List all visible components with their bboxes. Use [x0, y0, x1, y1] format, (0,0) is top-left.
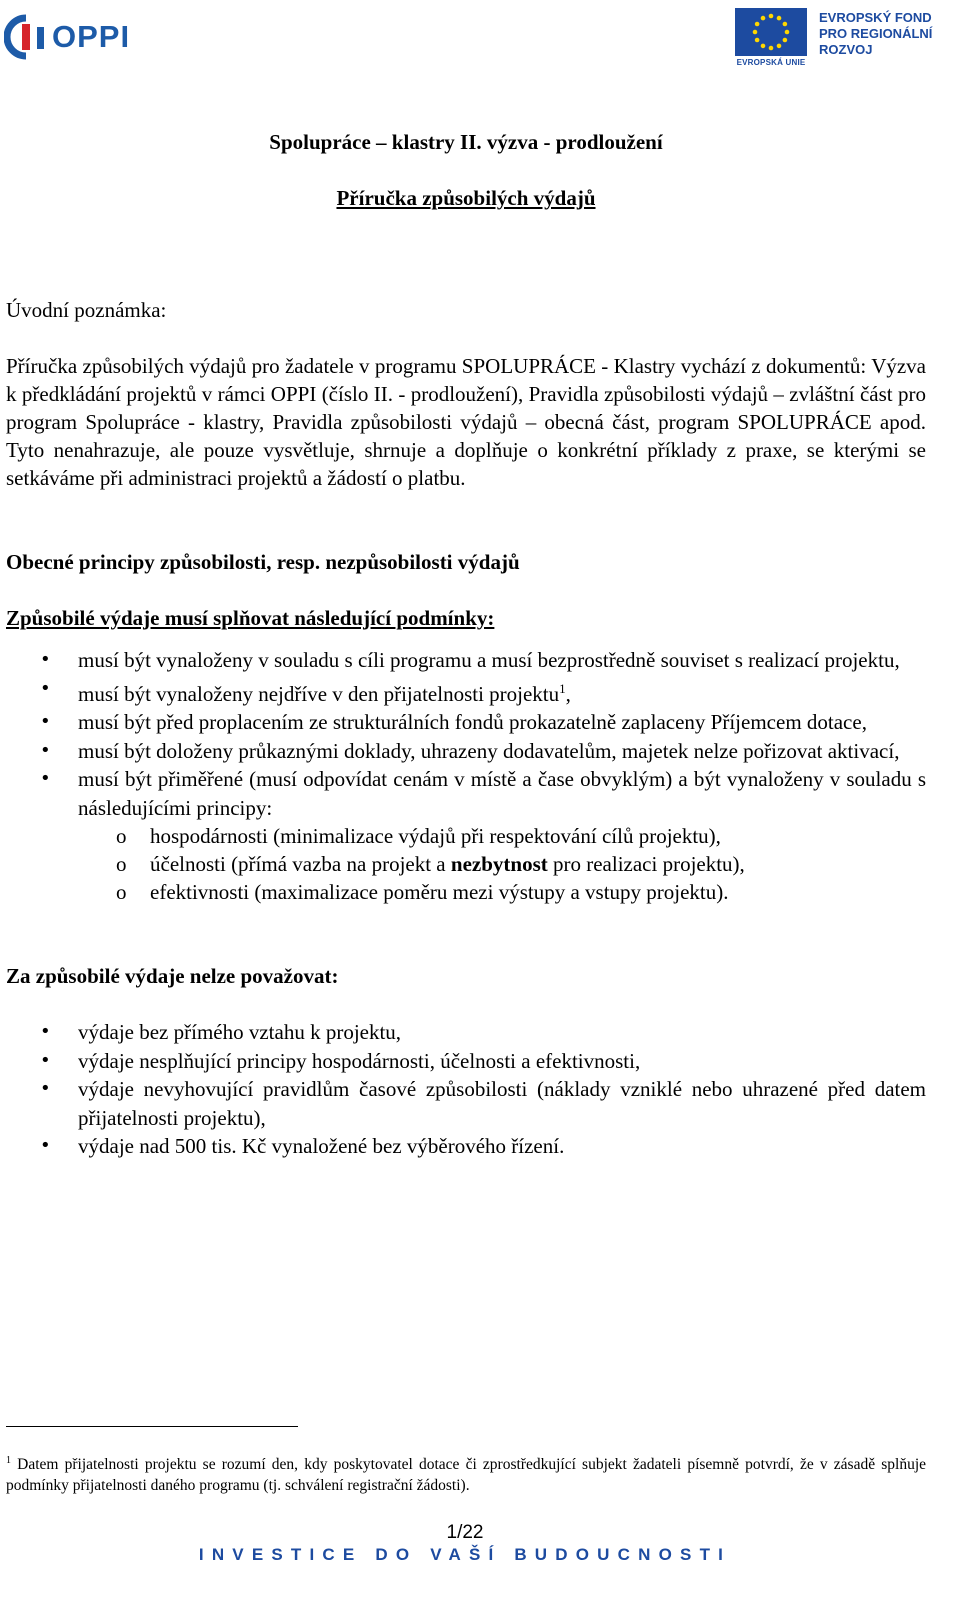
subprinciple-suffix: pro realizaci projektu),: [547, 852, 745, 876]
ineligible-list: [6, 1018, 926, 1161]
eu-fund-name: [819, 10, 932, 58]
list-item: [6, 1047, 926, 1076]
document-subtitle: Příručka způsobilých výdajů: [336, 186, 596, 210]
oppi-emblem-icon: [4, 14, 48, 60]
ineligible-heading: Za způsobilé výdaje nelze považovat:: [6, 964, 339, 988]
conditions-list: [6, 646, 926, 906]
condition-text: musí být vynaloženy nejdříve v den přijatelnosti projektu: [78, 681, 560, 706]
list-item: [6, 646, 926, 675]
principles-heading: Obecné principy způsobilosti, resp. nezpůsobilosti výdajů: [6, 550, 520, 574]
intro-paragraph: Příručka způsobilých výdajů pro žadatele v programu SPOLUPRÁCE - Klastry vychází z dokumentů: Výzva k předkládání projektů v rámci OPPI (číslo II. - prodloužení), Pravidla způsobilosti výdajů – zvláštní část pro program Spolupráce - klastry, Pravidla způsobilosti výdajů – obecná část, program SPOLUPRÁCE apod. Tyto nenahrazuje, ale pouze vysvětluje, shrnuje a doplňuje o konkrétní příklady z praxe, se kterými se setkáváme při administraci projektů a žádostí o platbu.: [6, 354, 926, 490]
eu-flag-block: [735, 8, 807, 67]
eu-caption: EVROPSKÁ UNIE: [736, 58, 806, 67]
condition-text: musí být před proplacením ze strukturálních fondů prokazatelně zaplaceny Příjemcem dotace,: [78, 710, 867, 734]
list-item: [6, 1132, 926, 1161]
sublist-item: [78, 850, 926, 878]
ineligible-text: výdaje bez přímého vztahu k projektu,: [78, 1020, 402, 1044]
footnote: [6, 1450, 926, 1496]
condition-text: musí být doloženy průkaznými doklady, uhrazeny dodavatelům, majetek nelze pořizovat aktivací,: [78, 738, 900, 763]
subprinciple-text: hospodárnosti (minimalizace výdajů při respektování cílů projektu),: [150, 824, 721, 848]
ineligible-text: výdaje nesplňující principy hospodárnosti, účelnosti a efektivnosti,: [78, 1048, 641, 1073]
ineligible-text: výdaje nevyhovující pravidlům časové způsobilosti (náklady vzniklé nebo uhrazené před datem přijatelnosti projektu),: [78, 1077, 926, 1130]
footer-slogan: INVESTICE DO VAŠÍ BUDOUCNOSTI: [198, 1545, 732, 1564]
footnote-ref: 1: [559, 680, 566, 696]
footnote-marker: 1: [6, 1455, 11, 1466]
page-header: [0, 0, 960, 100]
sublist-item: [78, 878, 926, 906]
ineligible-text: výdaje nad 500 tis. Kč vynaložené bez výběrového řízení.: [78, 1134, 565, 1158]
eu-fund-logo: [735, 8, 932, 67]
condition-suffix: ,: [565, 681, 571, 706]
list-item: [6, 1018, 926, 1047]
sublist-item: [78, 822, 926, 850]
list-item: [6, 1075, 926, 1132]
oppi-logo: [4, 14, 130, 60]
condition-text: musí být přiměřené (musí odpovídat cenám v místě a čase obvyklým) a být vynaloženy v souladu s následujícími principy:: [78, 767, 926, 820]
list-item: [6, 708, 926, 737]
subprinciple-text: efektivnosti (maximalizace poměru mezi výstupy a vstupy projektu).: [150, 880, 729, 904]
principles-sublist: [78, 822, 926, 906]
document-title: Spolupráce – klastry II. výzva - prodloužení: [269, 130, 663, 154]
footnote-text: Datem přijatelnosti projektu se rozumí den, kdy poskytovatel dotace či zprostředkující subjekt žadateli písemně potvrdí, že v zásadě splňuje podmínky přijatelnosti daného programu (tj. schválení registrační žádosti).: [6, 1456, 927, 1495]
document-body: [6, 128, 926, 1161]
eu-fund-line-3: ROZVOJ: [819, 42, 873, 57]
condition-text: musí být vynaloženy v souladu s cíli programu a musí bezprostředně souviset s realizací projektu,: [78, 648, 900, 672]
conditions-heading: Způsobilé výdaje musí splňovat následující podmínky:: [6, 606, 495, 630]
intro-heading: Úvodní poznámka:: [6, 298, 167, 322]
eu-fund-line-2: PRO REGIONÁLNÍ: [819, 26, 933, 41]
footnote-divider: [6, 1426, 298, 1427]
subprinciple-text: účelnosti (přímá vazba na projekt a: [150, 852, 451, 876]
eu-fund-line-1: EVROPSKÝ FOND: [819, 10, 932, 25]
page-number: 1/22: [446, 1522, 484, 1543]
list-item: [6, 675, 926, 709]
list-item: [6, 765, 926, 906]
subprinciple-bold: nezbytnost: [450, 852, 548, 876]
oppi-logo-text: OPPI: [52, 19, 131, 54]
list-item: [6, 737, 926, 766]
eu-flag-icon: [735, 8, 807, 56]
